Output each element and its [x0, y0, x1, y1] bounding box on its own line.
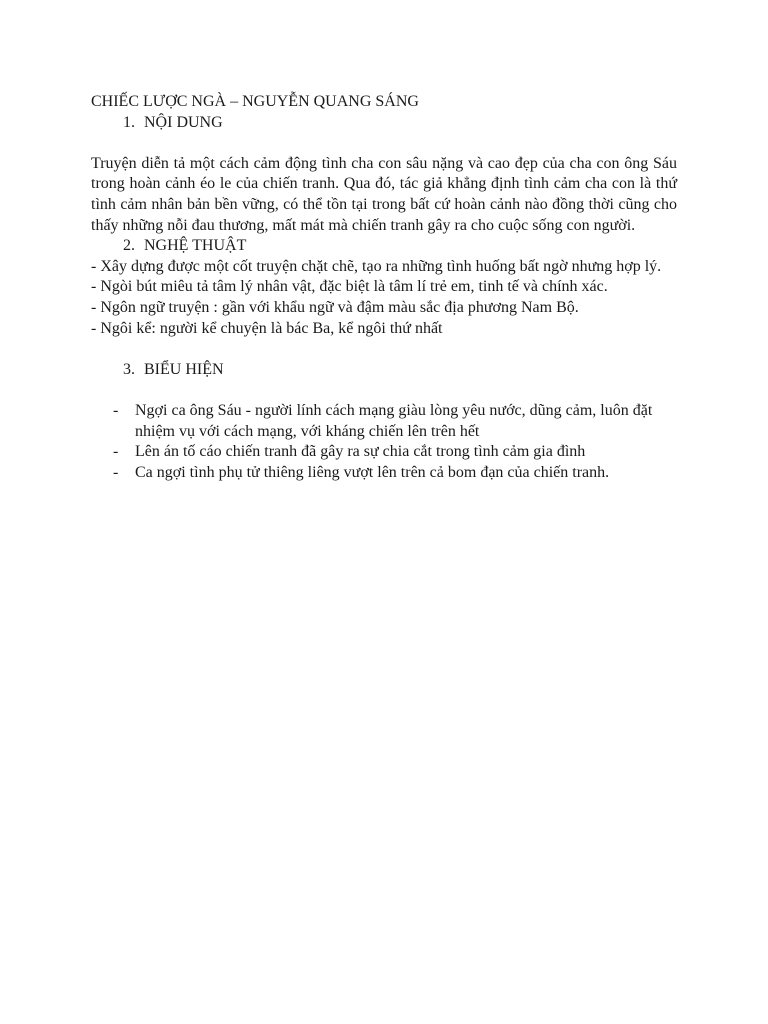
list-item: [91, 401, 677, 442]
section-number: 1.: [123, 113, 135, 131]
blank-line: [91, 339, 677, 360]
section-title: NGHỆ THUẬT: [144, 237, 247, 255]
art-line: - Ngôn ngữ truyện : gần với khẩu ngữ và đậm màu sắc địa phương Nam Bộ.: [91, 298, 579, 316]
list-dash: -: [113, 443, 119, 461]
section-heading-nghe-thuat: [91, 236, 677, 257]
section-heading-bieu-hien: [91, 360, 677, 381]
blank-line: [91, 380, 677, 401]
document-title: CHIẾC LƯỢC NGÀ – NGUYỄN QUANG SÁNG: [91, 93, 419, 110]
art-line: - Ngòi bút miêu tả tâm lý nhân vật, đặc biệt là tâm lí trẻ em, tinh tế và chính xác.: [91, 278, 608, 296]
section-heading-noi-dung: [91, 113, 677, 134]
list-item: [91, 442, 677, 463]
content-paragraph: Truyện diễn tả một cách cảm động tình cha con sâu nặng và cao đẹp của cha con ông Sáu trong hoàn cảnh éo le của chiến tranh. Qua đó, tác giả khẳng định tình cảm cha con là thứ tình cảm nhân bản bền vững, có thể tồn tại trong bất cứ hoàn cảnh nào đồng thời cũng cho thấy những nỗi đau thương, mất mát mà chiến tranh gây ra cho cuộc sống con người.: [91, 154, 677, 234]
expression-list: [91, 401, 677, 483]
list-item: [91, 463, 677, 484]
art-line: - Ngôi kể: người kể chuyện là bác Ba, kể ngôi thứ nhất: [91, 319, 443, 337]
section-number: 2.: [123, 237, 135, 255]
blank-line: [91, 133, 677, 154]
art-line: - Xây dựng được một cốt truyện chặt chẽ, tạo ra những tình huống bất ngờ nhưng hợp lý.: [91, 257, 662, 275]
list-dash: -: [113, 401, 119, 419]
list-item-text: Ngợi ca ông Sáu - người lính cách mạng giàu lòng yêu nước, dũng cảm, luôn đặt nhiệm vụ với cách mạng, với kháng chiến lên trên hết: [135, 401, 653, 440]
list-item-text: Lên án tố cáo chiến tranh đã gây ra sự chia cắt trong tình cảm gia đình: [135, 443, 586, 461]
list-dash: -: [113, 463, 119, 481]
section-number: 3.: [123, 360, 135, 378]
section-title: NỘI DUNG: [144, 113, 223, 131]
section-title: BIỂU HIỆN: [144, 360, 224, 378]
list-item-text: Ca ngợi tình phụ tử thiêng liêng vượt lên trên cả bom đạn của chiến tranh.: [135, 463, 610, 481]
